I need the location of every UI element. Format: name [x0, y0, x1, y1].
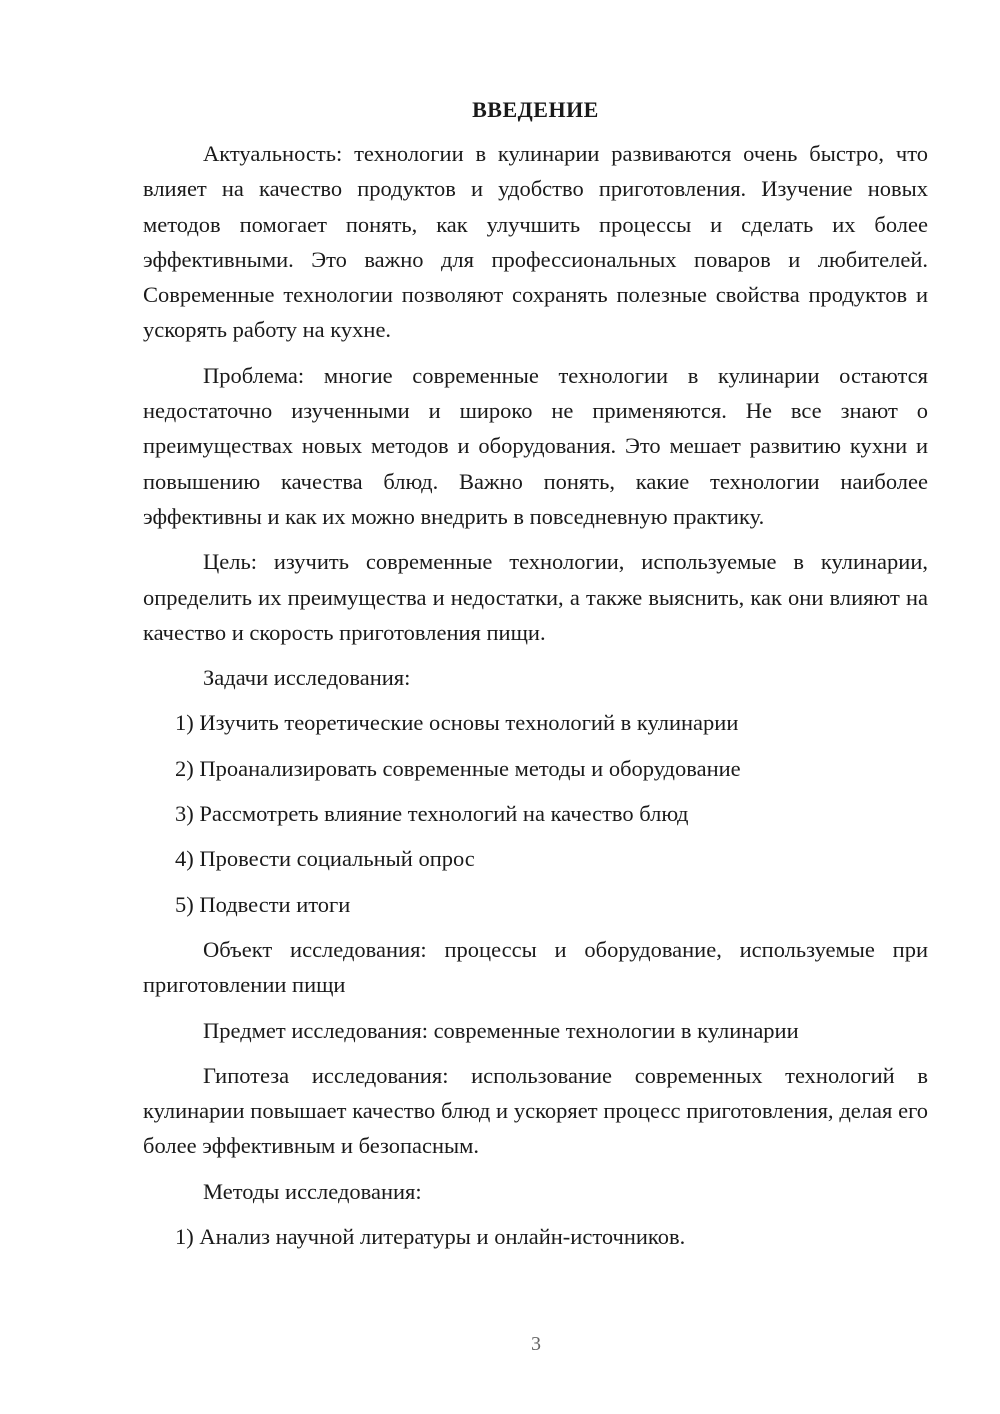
methods-heading: Методы исследования: [203, 1178, 422, 1204]
task-item: 4) Провести социальный опрос [175, 846, 475, 872]
task-item: 5) Подвести итоги [175, 891, 351, 917]
paragraph-relevance: Актуальность: технологии в кулинарии развиваются очень быстро, что влияет на качество продуктов и удобство приготовления. Изучение новых методов помогает понять, как улучшить процессы и сделать их более эффективными. Это важно для профессиональных поваров и любителей. Современные технологии позволяют сохранять полезные свойства продуктов и ускорять работу на кухне. [143, 141, 928, 343]
paragraph-goal: Цель: изучить современные технологии, используемые в кулинарии, определить их преимущества и недостатки, а также выяснить, как они влияют на качество и скорость приготовления пищи. [143, 549, 928, 645]
paragraph-subject: Предмет исследования: современные технологии в кулинарии [203, 1017, 799, 1043]
task-item: 1) Изучить теоретические основы технологий в кулинарии [175, 710, 739, 736]
task-item: 2) Проанализировать современные методы и оборудование [175, 755, 741, 781]
method-item: 1) Анализ научной литературы и онлайн-источников. [175, 1224, 686, 1250]
tasks-heading: Задачи исследования: [203, 665, 411, 691]
paragraph-hypothesis: Гипотеза исследования: использование современных технологий в кулинарии повышает качество блюд и ускоряет процесс приготовления, делая его более эффективным и безопасным. [143, 1062, 928, 1159]
paragraph-problem: Проблема: многие современные технологии в кулинарии остаются недостаточно изученными и широко не применяются. Не все знают о преимуществах новых методов и оборудования. Это мешает развитию кухни и повышению качества блюд. Важно понять, какие технологии наиболее эффективны и как их можно внедрить в повседневную практику. [143, 362, 928, 529]
document-page [143, 92, 928, 1254]
page-number: 3 [531, 1333, 541, 1355]
task-item: 3) Рассмотреть влияние технологий на качество блюд [175, 801, 689, 827]
section-title: ВВЕДЕНИЕ [472, 97, 599, 122]
paragraph-object: Объект исследования: процессы и оборудование, используемые при приготовлении пищи [143, 936, 928, 998]
